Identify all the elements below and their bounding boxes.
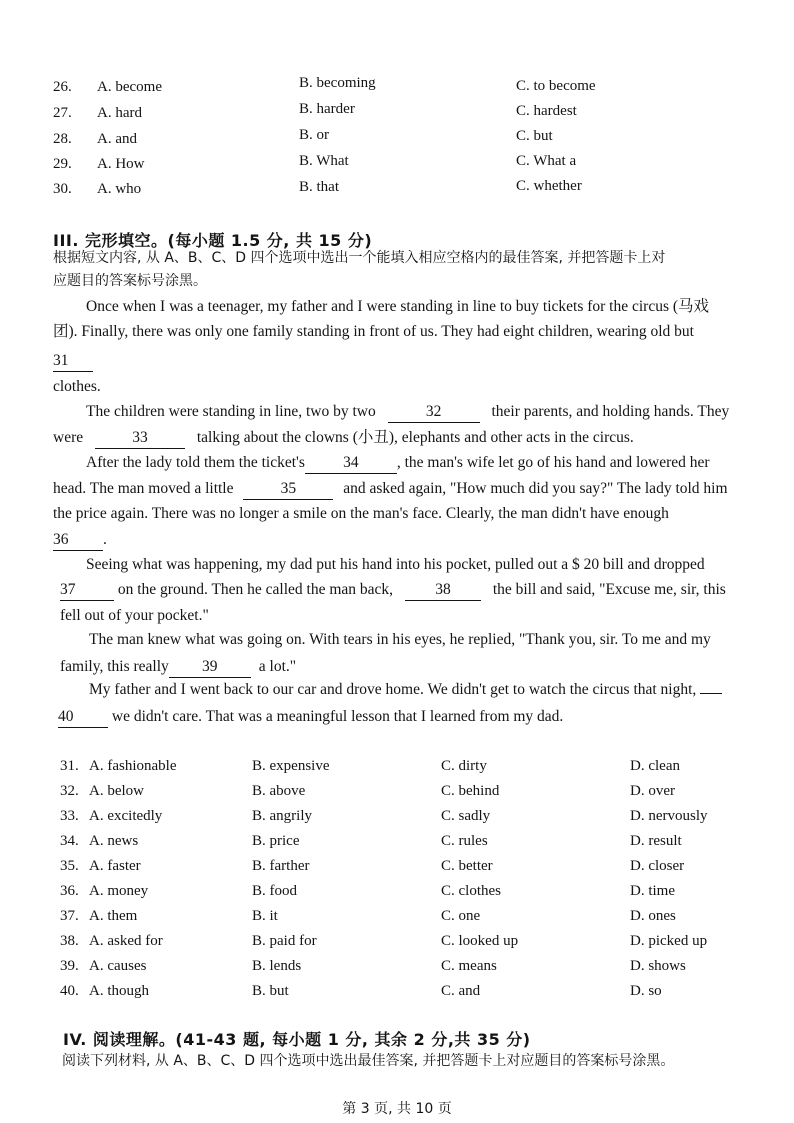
option-c: C. and <box>441 983 481 999</box>
passage-text: head. The man moved a little <box>53 480 234 497</box>
blank-line <box>700 693 722 694</box>
option-c: C. sadly <box>441 808 491 824</box>
question-number: 39. <box>60 958 79 974</box>
option-b: B. expensive <box>252 758 330 774</box>
question-number: 38. <box>60 933 79 949</box>
passage-text: their parents, and holding hands. They <box>491 403 730 420</box>
page-footer: 第 3 页, 共 10 页 <box>342 1101 452 1117</box>
option-a: A. money <box>89 883 149 899</box>
section-heading-cloze: III. 完形填空。(每小题 1.5 分, 共 15 分) <box>53 231 373 250</box>
section-instructions-reading: 阅读下列材料, 从 A、B、C、D 四个选项中选出最佳答案, 并把答题卡上对应题目的答案标号涂黑。 <box>62 1053 675 1069</box>
option-b: B. lends <box>252 958 302 974</box>
blank-40: 40 <box>58 707 108 728</box>
option-a: A. faster <box>89 858 141 874</box>
passage-line: Seeing what was happening, my dad put his hand into his pocket, pulled out a $ 20 bill and dropped <box>86 556 705 573</box>
passage-text: After the lady told them the ticket's <box>86 454 305 471</box>
option-b: B. above <box>252 783 306 799</box>
passage-text: and asked again, "How much did you say?" The lady told him <box>343 480 728 497</box>
option-d: D. picked up <box>630 933 708 949</box>
question-number: 29. <box>53 156 72 172</box>
passage-line: Once when I was a teenager, my father and I were standing in line to buy tickets for the circus (马戏 <box>86 298 710 315</box>
option-a: A. asked for <box>89 933 163 949</box>
question-number: 26. <box>53 79 72 95</box>
question-number: 30. <box>53 181 72 197</box>
question-number: 35. <box>60 858 79 874</box>
option-a: A. below <box>89 783 144 799</box>
option-b: B. harder <box>299 101 355 117</box>
option-d: D. so <box>630 983 662 999</box>
option-b: B. angrily <box>252 808 312 824</box>
option-a: A. excitedly <box>89 808 163 824</box>
option-a: A. hard <box>97 105 142 121</box>
option-b: B. What <box>299 153 349 169</box>
option-c: C. better <box>441 858 493 874</box>
option-c: C. one <box>441 908 481 924</box>
option-d: D. closer <box>630 858 685 874</box>
option-c: C. means <box>441 958 497 974</box>
question-number: 33. <box>60 808 79 824</box>
blank-31: 31 <box>53 351 93 372</box>
passage-text: talking about the clowns (小丑), elephants and other acts in the circus. <box>196 429 634 446</box>
passage-line: 团). Finally, there was only one family standing in front of us. They had eight children, wearing old but <box>53 323 694 340</box>
passage-line <box>58 707 563 728</box>
blank-33: 33 <box>95 428 185 449</box>
option-b: B. it <box>252 908 278 924</box>
passage-line: the price again. There was no longer a smile on the man's face. Clearly, the man didn't have enough <box>53 505 669 522</box>
section-instructions-line1: 根据短文内容, 从 A、B、C、D 四个选项中选出一个能填入相应空格内的最佳答案, 并把答题卡上对 <box>53 250 666 266</box>
question-number: 31. <box>60 758 79 774</box>
passage-text: . <box>103 531 107 548</box>
option-d: D. nervously <box>630 808 708 824</box>
section-heading-reading: IV. 阅读理解。(41-43 题, 每小题 1 分, 其余 2 分,共 35 分) <box>63 1030 531 1049</box>
option-b: B. food <box>252 883 297 899</box>
option-b: B. but <box>252 983 289 999</box>
passage-text: The children were standing in line, two by two <box>86 403 376 420</box>
option-d: D. result <box>630 833 682 849</box>
option-a: A. and <box>97 131 137 147</box>
option-c: C. looked up <box>441 933 519 949</box>
option-b: B. or <box>299 127 329 143</box>
passage-line: fell out of your pocket." <box>60 607 209 624</box>
passage-text: My father and I went back to our car and drove home. We didn't get to watch the circus that night, <box>89 681 697 698</box>
passage-text: , the man's wife let go of his hand and lowered her <box>396 454 710 471</box>
passage-line <box>53 479 728 500</box>
option-c: C. hardest <box>516 103 577 119</box>
blank-35: 35 <box>243 479 333 500</box>
option-c: C. but <box>516 128 553 144</box>
question-number: 37. <box>60 908 79 924</box>
blank-38: 38 <box>405 580 481 601</box>
passage-text: a lot." <box>258 658 297 675</box>
option-b: B. becoming <box>299 75 376 91</box>
question-number: 32. <box>60 783 79 799</box>
question-number: 27. <box>53 105 72 121</box>
option-a: A. How <box>97 156 145 172</box>
option-b: B. price <box>252 833 300 849</box>
section-instructions-line2: 应题目的答案标号涂黑。 <box>53 273 207 289</box>
option-c: C. whether <box>516 178 582 194</box>
passage-line <box>60 657 296 678</box>
passage-text: family, this really <box>60 658 169 675</box>
option-c: C. behind <box>441 783 500 799</box>
option-c: C. dirty <box>441 758 487 774</box>
option-a: A. though <box>89 983 149 999</box>
passage-line <box>60 580 726 601</box>
passage-line <box>53 351 93 372</box>
passage-line <box>89 680 722 700</box>
blank-36: 36 <box>53 530 103 551</box>
option-c: C. What a <box>516 153 577 169</box>
passage-line: The man knew what was going on. With tears in his eyes, he replied, "Thank you, sir. To me and my <box>89 631 711 648</box>
option-d: D. clean <box>630 758 680 774</box>
option-d: D. time <box>630 883 675 899</box>
question-number: 36. <box>60 883 79 899</box>
option-a: A. news <box>89 833 139 849</box>
option-d: D. shows <box>630 958 686 974</box>
passage-line <box>53 428 634 449</box>
passage-text: were <box>53 429 84 446</box>
option-c: C. to become <box>516 78 596 94</box>
option-a: A. causes <box>89 958 147 974</box>
passage-line <box>53 530 107 551</box>
question-number: 40. <box>60 983 79 999</box>
option-b: B. paid for <box>252 933 317 949</box>
question-number: 34. <box>60 833 79 849</box>
option-a: A. who <box>97 181 142 197</box>
option-c: C. clothes <box>441 883 501 899</box>
passage-line <box>86 453 710 474</box>
option-c: C. rules <box>441 833 488 849</box>
question-number: 28. <box>53 131 72 147</box>
passage-text: on the ground. Then he called the man back, <box>117 581 394 598</box>
passage-line: clothes. <box>53 378 101 395</box>
option-b: B. that <box>299 179 339 195</box>
blank-37: 37 <box>60 580 114 601</box>
option-a: A. them <box>89 908 138 924</box>
blank-32: 32 <box>388 402 480 423</box>
option-a: A. fashionable <box>89 758 177 774</box>
option-d: D. over <box>630 783 675 799</box>
blank-39: 39 <box>169 657 251 678</box>
passage-line <box>86 402 729 423</box>
passage-text: the bill and said, "Excuse me, sir, this <box>492 581 726 598</box>
passage-text: we didn't care. That was a meaningful lesson that I learned from my dad. <box>111 708 564 725</box>
blank-34: 34 <box>305 453 397 474</box>
option-b: B. farther <box>252 858 310 874</box>
option-a: A. become <box>97 79 162 95</box>
option-d: D. ones <box>630 908 676 924</box>
